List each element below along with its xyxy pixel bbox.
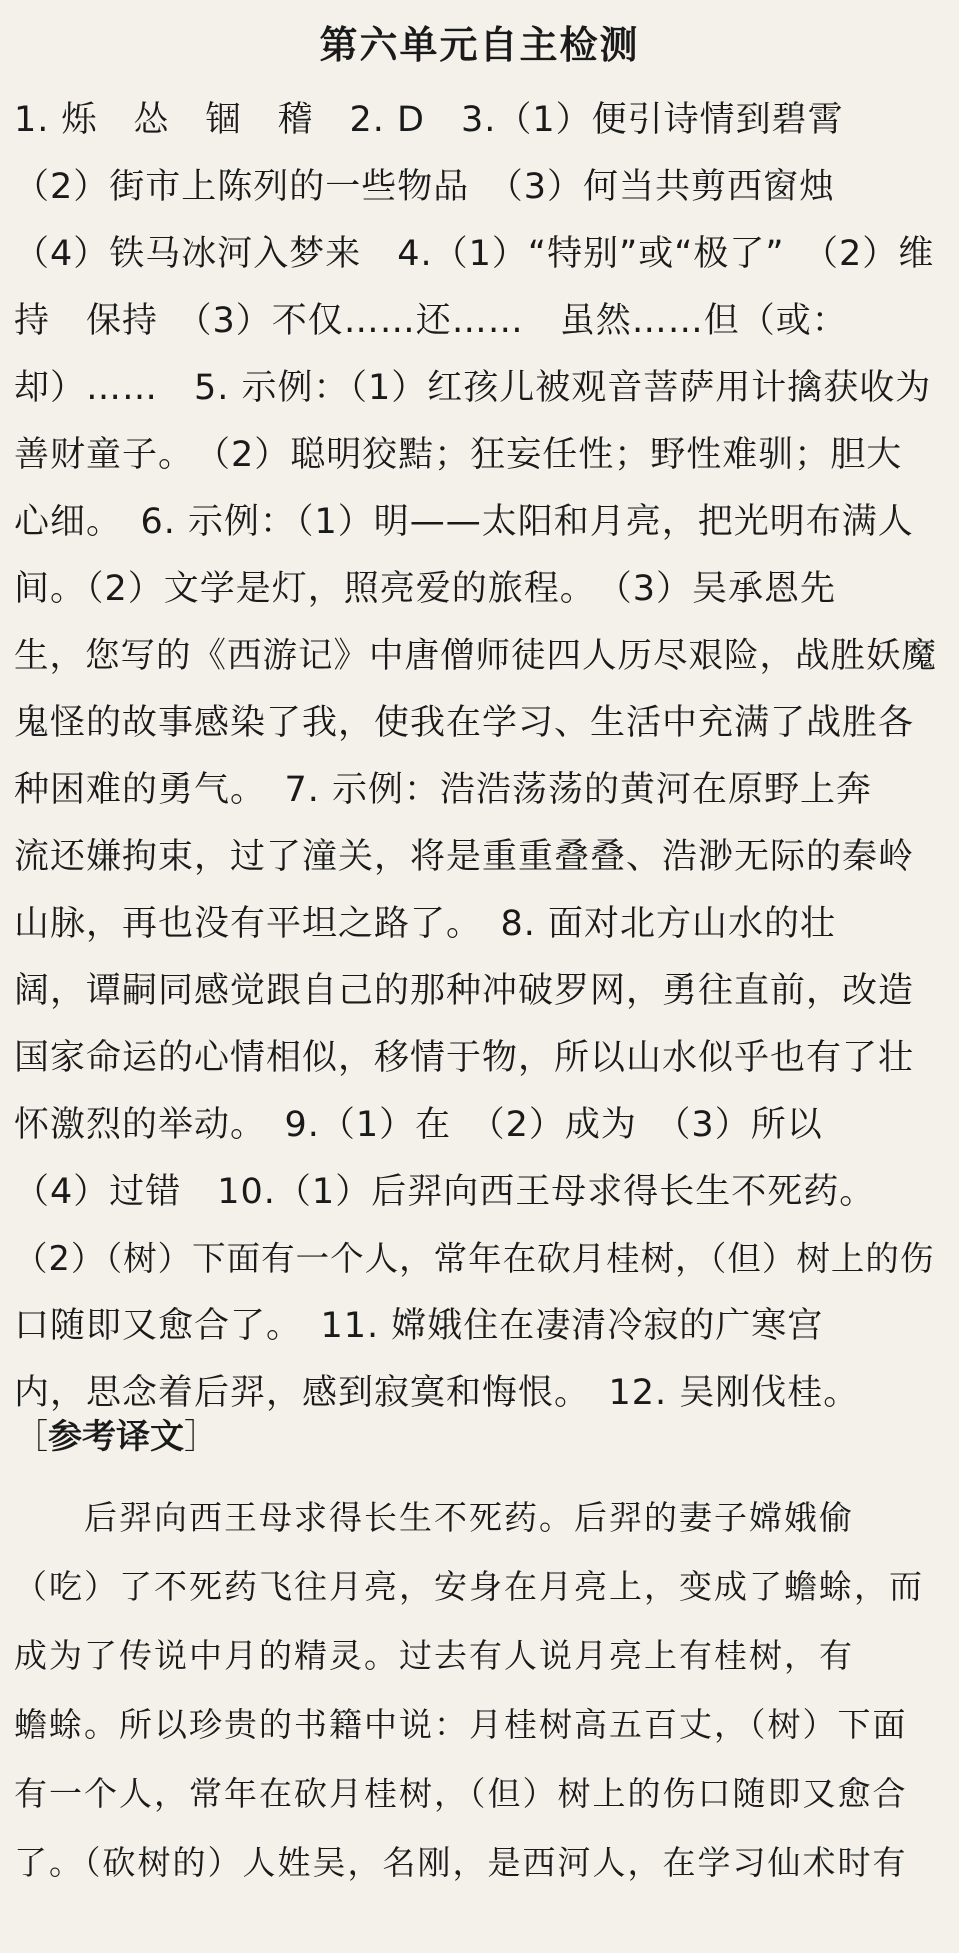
answer-line: 善财童子。 （2）聪明狡黠；狂妄任性；野性难驯；胆大 — [14, 435, 903, 475]
translation-line: 成为了传说中月的精灵。过去有人说月亮上有桂树，有 — [14, 1636, 854, 1675]
answer-line: 间。（2）文学是灯，照亮爱的旅程。 （3）吴承恩先 — [14, 569, 837, 609]
reference-translation-header — [14, 1413, 218, 1461]
answer-line: 却）…… 5. 示例：（1）红孩儿被观音菩萨用计擒获收为 — [14, 368, 932, 408]
reference-header-label: 参考译文 — [48, 1417, 184, 1457]
answer-line: 山脉，再也没有平坦之路了。 8. 面对北方山水的壮 — [14, 904, 837, 944]
page-title: 第六单元自主检测 — [319, 23, 640, 67]
answer-line: 国家命运的心情相似，移情于物，所以山水似乎也有了壮 — [14, 1038, 915, 1078]
right-bracket: ］ — [184, 1417, 218, 1457]
answer-line: 生，您写的《西游记》中唐僧师徒四人历尽艰险，战胜妖魔 — [14, 636, 937, 676]
answer-line: 1. 烁 怂 锢 稽 2. D 3.（1）便引诗情到碧霄 — [14, 100, 844, 140]
answer-line: 鬼怪的故事感染了我，使我在学习、生活中充满了战胜各 — [14, 703, 915, 743]
translation-line: 后羿向西王母求得长生不死药。后羿的妻子嫦娥偷 — [14, 1498, 854, 1537]
answer-line: 种困难的勇气。 7. 示例：浩浩荡荡的黄河在原野上奔 — [14, 770, 873, 810]
translation-line: （吃）了不死药飞往月亮，安身在月亮上，变成了蟾蜍，而 — [14, 1567, 924, 1606]
answer-line: 持 保持 （3）不仅……还…… 虽然……但（或： — [14, 301, 848, 341]
answer-line: 阔，谭嗣同感觉跟自己的那种冲破罗网，勇往直前，改造 — [14, 971, 915, 1011]
answer-line: 内，思念着后羿，感到寂寞和悔恨。 12. 吴刚伐桂。 — [14, 1373, 860, 1413]
translation-line: 了。（砍树的）人姓吴，名刚，是西河人，在学习仙术时有 — [14, 1843, 908, 1882]
translation-line: 蟾蜍。所以珍贵的书籍中说：月桂树高五百丈，（树）下面 — [14, 1705, 908, 1744]
answer-line: （4）过错 10.（1）后羿向西王母求得长生不死药。 — [14, 1172, 876, 1212]
answer-line: 心细。 6. 示例：（1）明——太阳和月亮，把光明布满人 — [14, 502, 914, 542]
answer-line: 口随即又愈合了。 11. 嫦娥住在凄清冷寂的广寒宫 — [14, 1306, 824, 1346]
translation-line: 有一个人，常年在砍月桂树，（但）树上的伤口随即又愈合 — [14, 1774, 908, 1813]
answer-line: （2）街市上陈列的一些物品 （3）何当共剪西窗烛 — [14, 167, 836, 207]
left-bracket: ［ — [14, 1417, 48, 1457]
answer-line: （4）铁马冰河入梦来 4.（1）“特别”或“极了” （2）维 — [14, 234, 935, 274]
answer-line: 怀激烈的举动。 9.（1）在 （2）成为 （3）所以 — [14, 1105, 823, 1145]
answer-line: （2）（树）下面有一个人，常年在砍月桂树，（但）树上的伤 — [14, 1239, 935, 1278]
answer-line: 流还嫌拘束，过了潼关，将是重重叠叠、浩渺无际的秦岭 — [14, 837, 915, 877]
